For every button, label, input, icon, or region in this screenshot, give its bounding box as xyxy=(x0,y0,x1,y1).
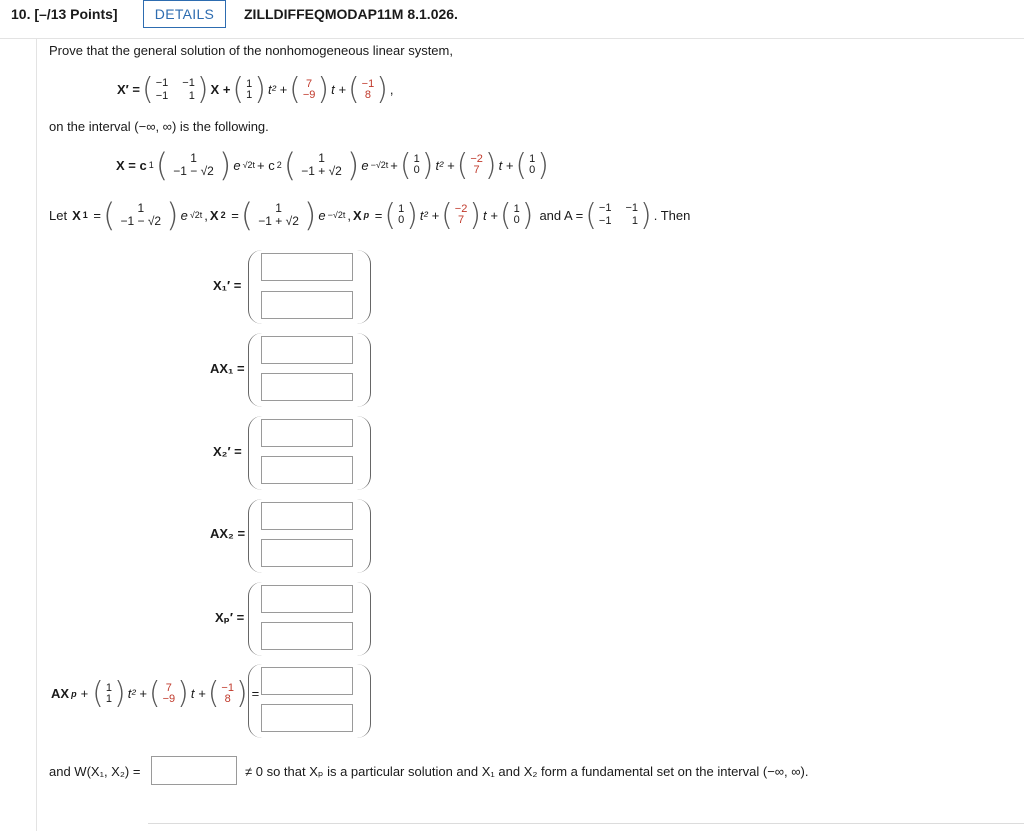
general-lhs: X = c xyxy=(116,157,147,173)
system-vector-const: −1 8 xyxy=(361,77,375,101)
wronskian-label: and W(X₁, X₂) = xyxy=(49,764,141,779)
left-margin-rule xyxy=(36,39,37,831)
question-number: 10. [–/13 Points] xyxy=(11,6,118,22)
xp-prime-label: Xₚ′ = xyxy=(215,610,245,625)
wronskian-conclusion: ≠ 0 so that Xₚ is a particular solution and X₁ and X₂ form a fundamental set on the interval (−∞, ∞). xyxy=(245,764,809,779)
let-xp-v1: 1 0 xyxy=(398,203,405,226)
axp-top-input[interactable] xyxy=(261,667,353,695)
axp-v2: 7 −9 xyxy=(162,681,176,705)
system-equation: X′ = ( −1 −1 −1 1 ) X + ( 1 1 ) t² + ( 7 −9 ) t + ( −1 8 ) , xyxy=(117,72,394,107)
x1-prime-label: X₁′ = xyxy=(213,278,242,293)
let-x2-vector: 1 −1 + √2 xyxy=(258,201,299,228)
system-vector-t: 7 −9 xyxy=(302,77,316,101)
system-matrix-A: −1 −1 −1 1 xyxy=(155,76,195,102)
ax1-top-input[interactable] xyxy=(261,336,353,364)
ax2-right-paren xyxy=(355,499,371,573)
let-definitions: Let X 1 = ( 1 −1 − √2 ) e √2t , X 2 = ( 1 −1 + √2 ) e −√2t , X p = ( 1 0 ) t² + ( −2 7 ) t + ( 1 0 ) and A = ( −1 −1 −1 1 ) . Then xyxy=(49,196,691,234)
t2-term: t² + xyxy=(267,82,288,97)
x2-vector: 1 −1 + √2 xyxy=(301,151,342,178)
ax1-label: AX₁ = xyxy=(210,361,245,376)
let-x1-vector: 1 −1 − √2 xyxy=(120,201,162,228)
details-button[interactable]: DETAILS xyxy=(143,0,226,28)
axp-right-paren xyxy=(355,664,371,738)
system-vector-t2: 1 1 xyxy=(246,77,253,101)
ax2-bottom-input[interactable] xyxy=(261,539,353,567)
axp-v1: 1 1 xyxy=(105,681,112,705)
xp-prime-bottom-input[interactable] xyxy=(261,622,353,650)
x1-prime-top-input[interactable] xyxy=(261,253,353,281)
ax1-bottom-input[interactable] xyxy=(261,373,353,401)
x2-prime-bottom-input[interactable] xyxy=(261,456,353,484)
axp-bottom-input[interactable] xyxy=(261,704,353,732)
xp-prime-top-input[interactable] xyxy=(261,585,353,613)
particular-v2: −2 7 xyxy=(470,153,483,176)
left-paren: ( xyxy=(142,72,154,107)
ax2-top-input[interactable] xyxy=(261,502,353,530)
x2-prime-top-input[interactable] xyxy=(261,419,353,447)
x2-prime-right-paren xyxy=(355,416,371,490)
x1-vector: 1 −1 − √2 xyxy=(173,151,214,178)
x1-prime-right-paren xyxy=(355,250,371,324)
wronskian-input[interactable] xyxy=(151,756,237,785)
x1-prime-bottom-input[interactable] xyxy=(261,291,353,319)
ax1-right-paren xyxy=(355,333,371,407)
interval-text: on the interval (−∞, ∞) is the following. xyxy=(49,119,269,134)
question-code: ZILLDIFFEQMODAP11M 8.1.026. xyxy=(244,6,458,22)
system-lhs: X′ = xyxy=(117,82,140,97)
xp-prime-right-paren xyxy=(355,582,371,656)
header-divider xyxy=(0,38,1024,39)
bottom-divider xyxy=(148,823,1024,824)
problem-intro: Prove that the general solution of the nonhomogeneous linear system, xyxy=(49,43,453,58)
times-X: X + xyxy=(210,82,231,97)
general-solution: X = c 1 ( 1 −1 − √2 ) e √2t + c 2 ( 1 −1 + √2 ) e −√2t + ( 1 0 ) t² + ( −2 7 ) t + ( 1 0 ) xyxy=(116,146,549,184)
particular-v3: 1 0 xyxy=(529,153,536,176)
x2-prime-label: X₂′ = xyxy=(213,444,242,459)
right-paren: ) xyxy=(196,72,209,107)
let-matrix-A: −1 −1 −1 1 xyxy=(598,202,638,227)
axp-expression: AX p + ( 1 1 ) t² + ( 7 −9 ) t + ( −1 8 ) = xyxy=(51,676,260,711)
let-xp-v2: −2 7 xyxy=(454,203,468,226)
particular-v1: 1 0 xyxy=(413,153,420,176)
axp-v3: −1 8 xyxy=(221,681,234,705)
ax2-label: AX₂ = xyxy=(210,526,246,541)
t-term: t + xyxy=(331,82,346,97)
let-xp-v3: 1 0 xyxy=(513,203,520,226)
